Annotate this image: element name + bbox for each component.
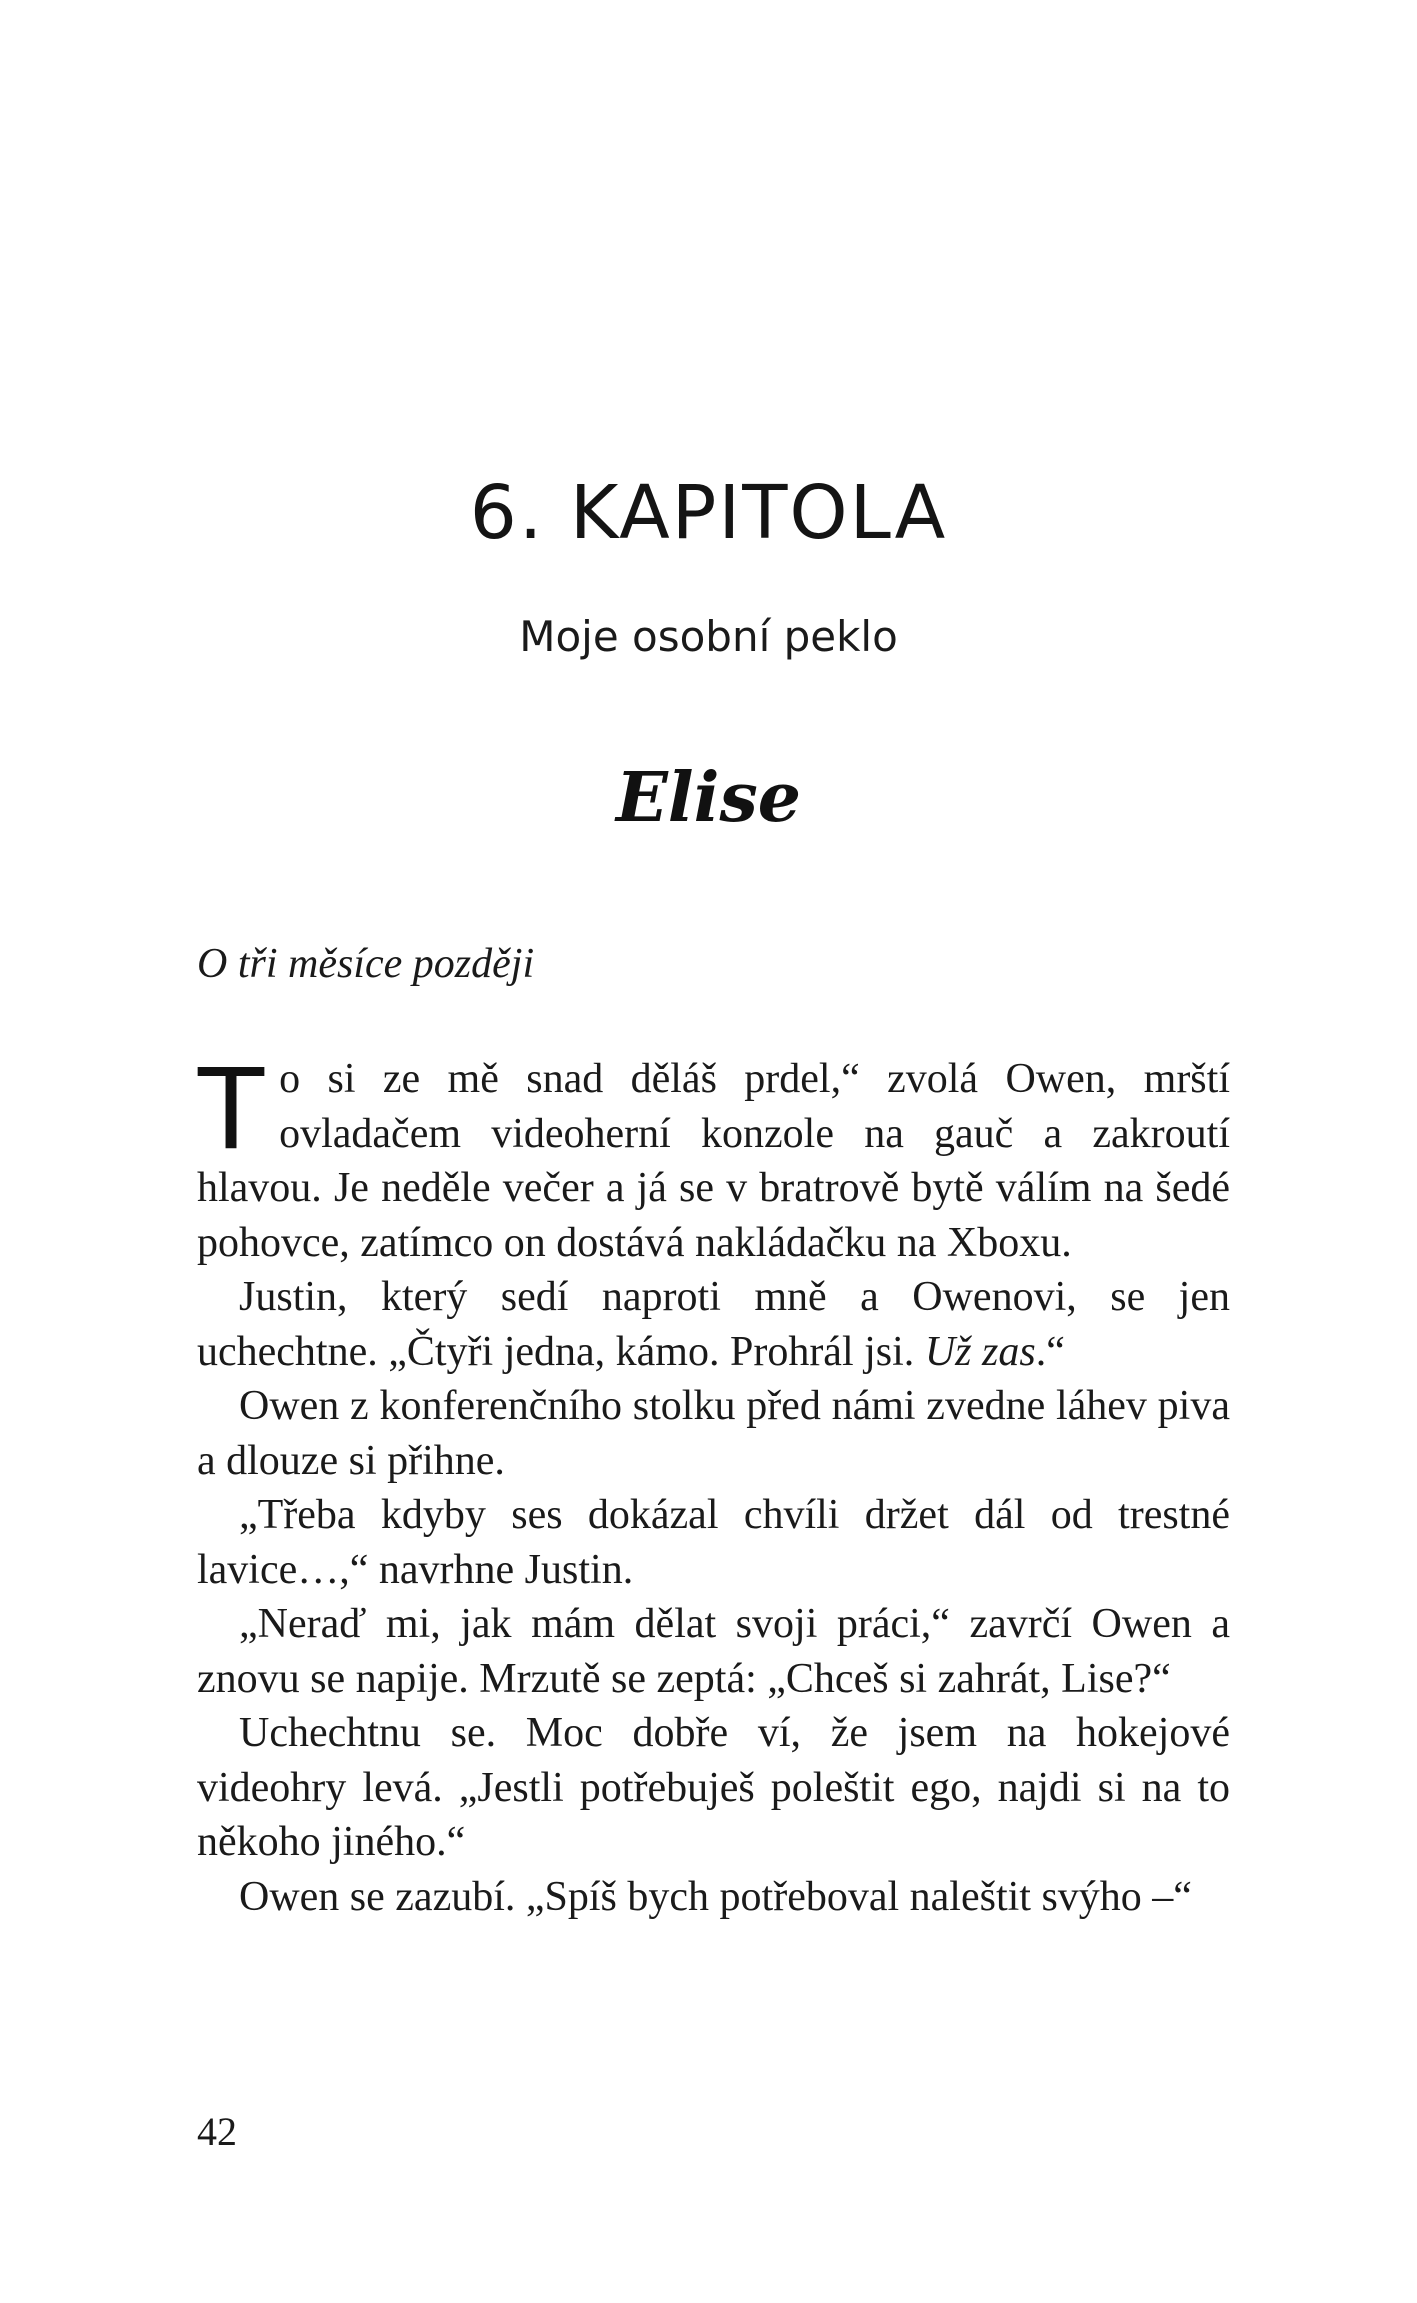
- paragraph: Owen se zazubí. „Spíš bych potřeboval naleštit svýho –“: [239, 1873, 1192, 1920]
- paragraph-text: .“: [1035, 1328, 1065, 1375]
- paragraph-text: o si ze mě snad děláš prdel,“ zvolá Owen, mrští ovladačem videoherní konzole na gauč a zakroutí hlavou. Je neděle večer a já se v bratrově bytě válím na šedé pohovce, zatímco on dostává nakládačku na Xboxu.: [197, 1056, 1230, 1266]
- paragraph: Uchechtnu se. Moc dobře ví, že jsem na hokejové videohry levá. „Jestli potřebuješ poleštit ego, najdi si na to někoho jiného.“: [197, 1710, 1230, 1865]
- paragraph: „Třeba kdyby ses dokázal chvíli držet dál od trestné lavice…,“ navrhne Justin.: [197, 1492, 1230, 1593]
- page-number: 42: [197, 2109, 237, 2154]
- paragraph: [195, 1042, 1230, 1270]
- paragraph: [197, 1270, 1230, 1379]
- emphasis-text: Už zas: [924, 1328, 1036, 1375]
- pov-character-name: Elise: [615, 758, 802, 838]
- paragraph: Owen z konferenčního stolku před námi zvedne láhev piva a dlouze si přihne.: [197, 1383, 1230, 1484]
- timeline-note: O tři měsíce později: [197, 941, 535, 987]
- paragraph: „Neraď mi, jak mám dělat svoji práci,“ zavrčí Owen a znovu se napije. Mrzutě se zeptá: „Chceš si zahrát, Lise?“: [197, 1601, 1230, 1702]
- chapter-heading: 6. KAPITOLA: [469, 470, 948, 556]
- chapter-body: [195, 1042, 1230, 1924]
- drop-cap: T: [195, 1042, 268, 1174]
- paragraph-text: Justin, který sedí naproti mně a Owenovi, se jen uchechtne. „Čtyři jedna, kámo. Prohrál jsi.: [197, 1274, 1230, 1375]
- chapter-subtitle: Moje osobní peklo: [519, 612, 898, 661]
